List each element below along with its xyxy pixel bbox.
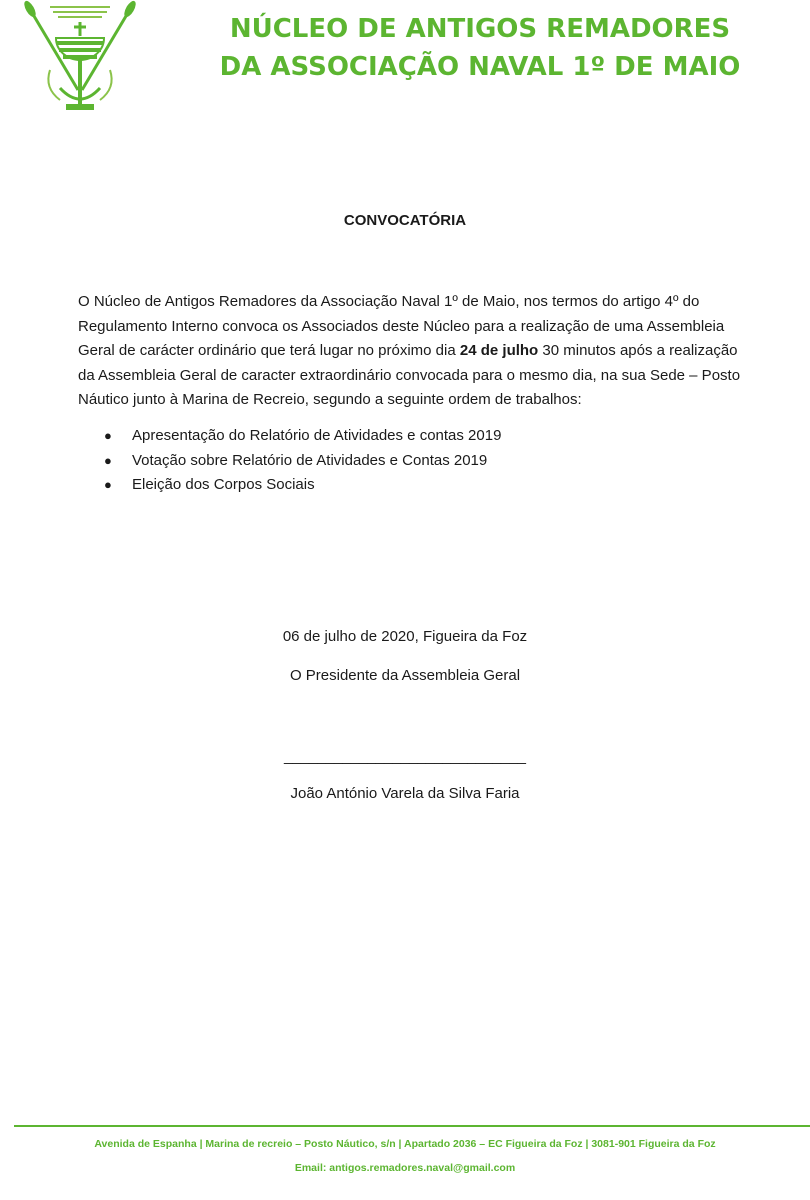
bullet-icon: ● bbox=[104, 452, 112, 468]
meeting-date: 24 de julho bbox=[459, 342, 539, 359]
footer-address: Avenida de Espanha | Marina de recreio – Posto Náutico, s/n | Apartado 2036 – EC Figueira da Foz | 3081-901 Figueira da Foz bbox=[94, 1138, 716, 1150]
bullet-icon: ● bbox=[104, 477, 112, 492]
agenda-item: ● Votação sobre Relatório de Atividades e Contas 2019 bbox=[104, 449, 501, 474]
rowing-emblem-icon bbox=[20, 0, 140, 115]
paragraph-part1: O Núcleo de Antigos Remadores da Associação Naval 1º de Maio, nos termos do artigo 4º do Regulamento Interno convoca os Associados deste Núcleo para a realização de uma Assembleia Geral de carácter ordinário que terá lugar no próximo dia bbox=[78, 293, 725, 359]
signer-role: O Presidente da Assembleia Geral bbox=[289, 667, 521, 684]
signer-name: João António Varela da Silva Faria bbox=[290, 785, 520, 802]
convocation-paragraph bbox=[78, 290, 758, 413]
club-logo bbox=[20, 0, 140, 115]
footer-email: Email: antigos.remadores.naval@gmail.com bbox=[294, 1162, 516, 1174]
bullet-icon: ● bbox=[104, 428, 112, 443]
signature-line: _____________________________ bbox=[284, 748, 526, 765]
organization-title bbox=[150, 10, 810, 86]
agenda-list bbox=[104, 424, 501, 498]
organization-title-line2: DA ASSOCIAÇÃO NAVAL 1º DE MAIO bbox=[219, 52, 741, 82]
paragraph-part2: 30 minutos após a realização da Assembleia Geral de caracter extraordinário convocada para o mesmo dia, na sua Sede – Posto Náutico junto à Marina de Recreio, segundo a seguinte ordem de trabalhos: bbox=[78, 342, 741, 408]
agenda-item: ● Apresentação do Relatório de Atividades e contas 2019 bbox=[104, 424, 501, 449]
organization-title-line1: NÚCLEO DE ANTIGOS REMADORES bbox=[229, 14, 731, 44]
document-title: CONVOCATÓRIA bbox=[343, 212, 467, 229]
date-place: 06 de julho de 2020, Figueira da Foz bbox=[282, 628, 528, 645]
footer-divider bbox=[14, 1125, 810, 1127]
agenda-item: ● Eleição dos Corpos Sociais bbox=[104, 473, 501, 498]
